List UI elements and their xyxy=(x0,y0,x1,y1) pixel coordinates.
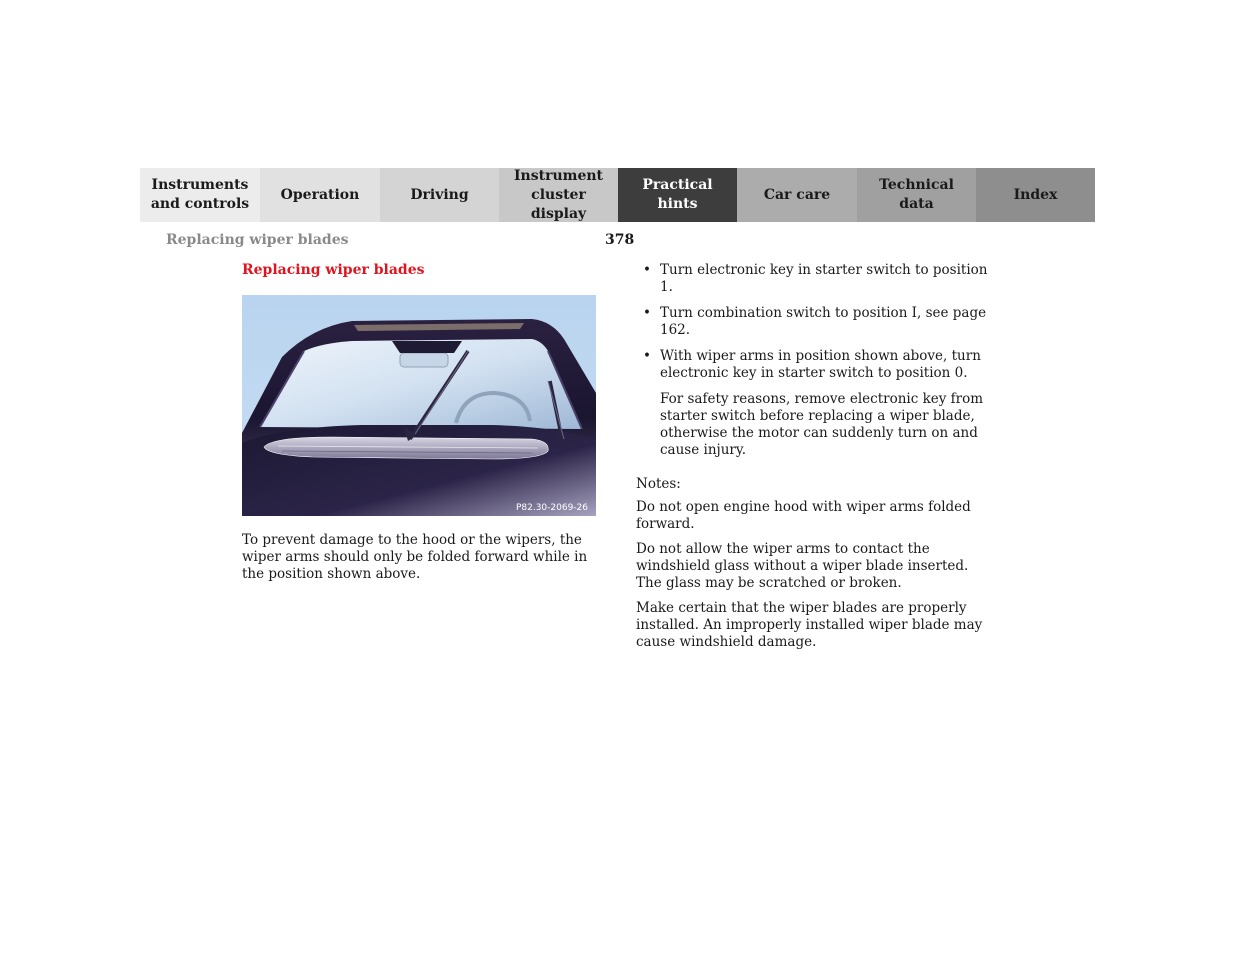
step-item: • Turn combination switch to position I, see page 162. xyxy=(643,305,987,338)
tab-driving[interactable]: Driving xyxy=(380,168,499,222)
tab-instrument-cluster-display[interactable]: Instrument cluster display xyxy=(499,168,618,222)
figure-caption: To prevent damage to the hood or the wipers, the wiper arms should only be folded forward while in the position shown above. xyxy=(242,532,588,582)
step-item: • With wiper arms in position shown above, turn electronic key in starter switch to position 0. xyxy=(643,348,981,381)
bullet-icon: • xyxy=(643,348,651,364)
tab-practical-hints[interactable]: Practical hints xyxy=(618,168,737,222)
tab-technical-data[interactable]: Technical data xyxy=(857,168,976,222)
instructions-column xyxy=(636,262,998,659)
bullet-icon: • xyxy=(643,305,651,321)
tab-instruments-and-controls[interactable]: Instruments and controls xyxy=(140,168,260,222)
figure-code: P82.30-2069-26 xyxy=(515,503,588,513)
running-head: Replacing wiper blades xyxy=(166,232,349,248)
note-item: Make certain that the wiper blades are properly installed. An improperly installed wiper blade may cause windshield damage. xyxy=(636,600,983,650)
safety-note: For safety reasons, remove electronic key from starter switch before replacing a wiper blade, otherwise the motor can suddenly turn on and cause injury. xyxy=(660,391,984,458)
tab-car-care[interactable]: Car care xyxy=(737,168,857,222)
tab-operation[interactable]: Operation xyxy=(260,168,380,222)
windshield-wiper-illustration xyxy=(242,295,596,516)
chapter-navigation xyxy=(140,168,1095,222)
note-item: Do not allow the wiper arms to contact the windshield glass without a wiper blade inserted. The glass may be scratched or broken. xyxy=(636,541,969,591)
car-windshield-image xyxy=(242,295,596,516)
page-number: 378 xyxy=(605,232,635,248)
step-item: • Turn electronic key in starter switch to position 1. xyxy=(643,262,988,295)
bullet-icon: • xyxy=(643,262,651,278)
notes-label: Notes: xyxy=(636,476,681,492)
section-title: Replacing wiper blades xyxy=(242,262,425,278)
tab-index[interactable]: Index xyxy=(976,168,1095,222)
note-item: Do not open engine hood with wiper arms folded forward. xyxy=(636,499,971,532)
